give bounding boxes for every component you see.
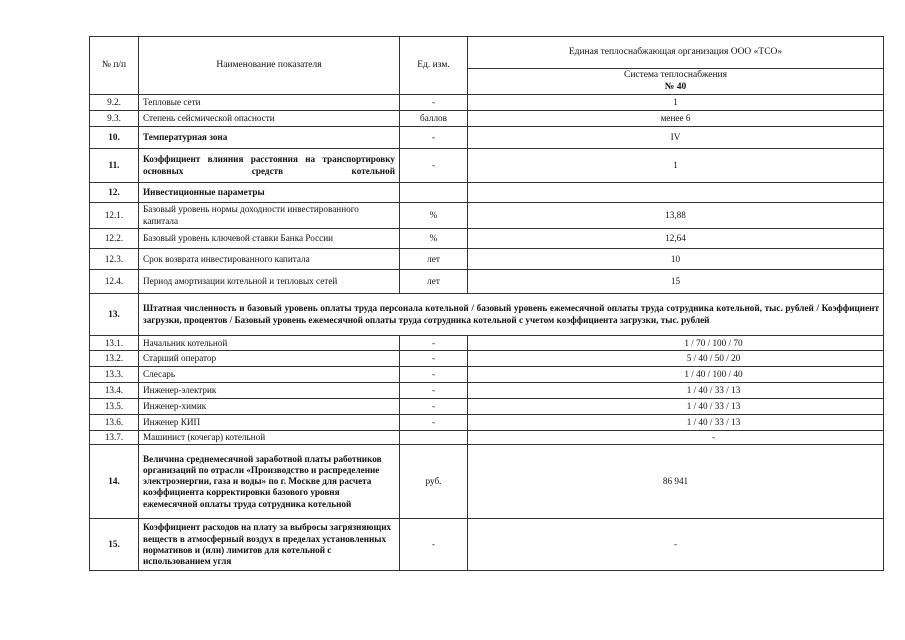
staff-name: Старший оператор: [139, 351, 400, 367]
row-14: [90, 445, 884, 519]
row-unit: -: [400, 149, 468, 183]
row-unit: [400, 183, 468, 203]
row-value: 15: [468, 270, 884, 294]
staff-num: 13.6.: [90, 415, 139, 431]
staff-row: [90, 415, 884, 431]
row-num: 12.4.: [90, 270, 139, 294]
staff-value: 1 / 40 / 33 / 13: [468, 383, 884, 399]
table-row: [90, 203, 884, 229]
row-unit: -: [400, 127, 468, 149]
staff-num: 13.1.: [90, 336, 139, 351]
staff-value: 1 / 40 / 33 / 13: [468, 399, 884, 415]
staff-row: [90, 399, 884, 415]
row-num: 15.: [90, 519, 139, 571]
row-unit: лет: [400, 270, 468, 294]
staff-unit: -: [400, 399, 468, 415]
staff-value: 1 / 70 / 100 / 70: [468, 336, 884, 351]
staff-num: 13.2.: [90, 351, 139, 367]
staff-unit: -: [400, 351, 468, 367]
row-name: Степень сейсмической опасности: [139, 111, 400, 127]
staff-row: [90, 336, 884, 351]
section-13-row: [90, 294, 884, 336]
row-value: 12,64: [468, 229, 884, 249]
row-num: 12.3.: [90, 249, 139, 270]
table-row: [90, 149, 884, 183]
row-value: 10: [468, 249, 884, 270]
row-num: 12.1.: [90, 203, 139, 229]
row-unit: лет: [400, 249, 468, 270]
row-name: Базовый уровень ключевой ставки Банка России: [139, 229, 400, 249]
staff-value: 1 / 40 / 100 / 40: [468, 367, 884, 383]
staff-value: -: [468, 431, 884, 445]
row-name: Величина среднемесячной заработной платы работников организаций по отрасли «Производство и распределение электроэнергии, газа и воды» по г. Москве для расчета коэффициента корректировки базового уровня ежемесячной оплаты труда сотрудника котельной: [139, 445, 400, 519]
row-num: 9.2.: [90, 95, 139, 111]
row-num: 12.: [90, 183, 139, 203]
staff-row: [90, 351, 884, 367]
row-num: 14.: [90, 445, 139, 519]
row-unit: %: [400, 229, 468, 249]
row-value: 1: [468, 95, 884, 111]
staff-row: [90, 383, 884, 399]
row-value: 86 941: [468, 445, 884, 519]
row-name: Срок возврата инвестированного капитала: [139, 249, 400, 270]
staff-row: [90, 367, 884, 383]
header-system: [468, 69, 884, 95]
section-13-title: Штатная численность и базовый уровень оплаты труда персонала котельной / базовый уровень ежемесячной оплаты труда сотрудника котельной, тыс. рублей / Коэффициент загрузки, процентов / Базовый уровень ежемесячной оплаты труда сотрудника котельной с учетом коэффициента загрузки, тыс. рублей: [139, 294, 884, 336]
header-name: Наименование показателя: [139, 37, 400, 95]
header-num: № п/п: [90, 37, 139, 95]
staff-num: 13.5.: [90, 399, 139, 415]
row-value: 1: [468, 149, 884, 183]
row-value: -: [468, 519, 884, 571]
row-unit: баллов: [400, 111, 468, 127]
section-13-num: 13.: [90, 294, 139, 336]
staff-name: Инженер КИП: [139, 415, 400, 431]
staff-name: Слесарь: [139, 367, 400, 383]
row-value: 13,88: [468, 203, 884, 229]
staff-unit: -: [400, 367, 468, 383]
staff-unit: -: [400, 383, 468, 399]
header-system-label: Система теплоснабжения: [623, 70, 728, 80]
row-num: 9.3.: [90, 111, 139, 127]
row-num: 11.: [90, 149, 139, 183]
row-value: менее 6: [468, 111, 884, 127]
staff-name: Инженер-электрик: [139, 383, 400, 399]
header-unit: Ед. изм.: [400, 37, 468, 95]
staff-num: 13.7.: [90, 431, 139, 445]
table-row: [90, 270, 884, 294]
row-unit: руб.: [400, 445, 468, 519]
row-name: Тепловые сети: [139, 95, 400, 111]
table-row: [90, 249, 884, 270]
staff-unit: [400, 431, 468, 445]
row-name: Коэффициент влияния расстояния на транспортировку основных средств котельной: [139, 149, 400, 183]
header-org: Единая теплоснабжающая организация ООО «ТСО»: [468, 37, 884, 69]
row-unit: %: [400, 203, 468, 229]
table-row: [90, 95, 884, 111]
table-row: [90, 127, 884, 149]
indicators-table: [89, 36, 884, 571]
staff-name: Начальник котельной: [139, 336, 400, 351]
row-num: 10.: [90, 127, 139, 149]
header-system-number: № 40: [664, 81, 687, 92]
table-row: [90, 183, 884, 203]
row-name: Период амортизации котельной и тепловых сетей: [139, 270, 400, 294]
staff-row: [90, 431, 884, 445]
row-num: 12.2.: [90, 229, 139, 249]
table-row: [90, 229, 884, 249]
row-name: Базовый уровень нормы доходности инвестированного капитала: [139, 203, 400, 229]
staff-unit: -: [400, 336, 468, 351]
staff-value: 5 / 40 / 50 / 20: [468, 351, 884, 367]
row-15: [90, 519, 884, 571]
staff-num: 13.3.: [90, 367, 139, 383]
staff-num: 13.4.: [90, 383, 139, 399]
row-name: Температурная зона: [139, 127, 400, 149]
table-row: [90, 111, 884, 127]
row-value: IV: [468, 127, 884, 149]
row-name: Инвестиционные параметры: [139, 183, 400, 203]
staff-value: 1 / 40 / 33 / 13: [468, 415, 884, 431]
row-name: Коэффициент расходов на плату за выбросы загрязняющих веществ в атмосферный воздух в пределах установленных нормативов и (или) лимитов для котельной с использованием угля: [139, 519, 400, 571]
staff-unit: -: [400, 415, 468, 431]
staff-name: Машинист (кочегар) котельной: [139, 431, 400, 445]
header-row: [90, 37, 884, 69]
staff-name: Инженер-химик: [139, 399, 400, 415]
row-unit: -: [400, 95, 468, 111]
row-unit: -: [400, 519, 468, 571]
row-value: [468, 183, 884, 203]
